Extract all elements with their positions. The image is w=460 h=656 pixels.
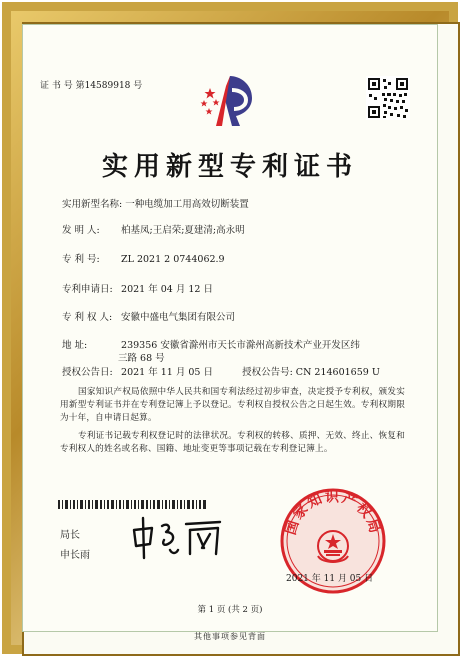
field-value: 2021 年 11 月 05 日 [121,367,213,378]
field-label: 专 利 权 人: [62,312,113,323]
grant-statement: 国家知识产权局依照中华人民共和国专利法经过初步审查，决定授予专利权，颁发实用新型专利证书并在专利登记簿上予以登记。专利权自授权公告之日起生效。专利权期限为十年，自申请日起算。 [60,387,405,423]
field-label: 授权公告日: [62,367,113,378]
field-label: 专利申请日: [62,284,113,295]
field-value: 三路 68 号 [118,353,165,364]
field-value: 一种电缆加工用高效切断装置 [125,199,249,210]
barcode-icon [58,500,208,509]
field-application-date [62,283,213,296]
field-inventors [62,224,245,237]
field-label: 专 利 号: [62,254,100,265]
field-label: 地 址: [62,340,88,351]
director-name: 申长雨 [60,550,90,561]
field-address-line2 [118,352,165,365]
field-address [62,339,360,352]
director-title: 局长 [60,530,80,541]
legal-status-note: 专利证书记载专利权登记时的法律状况。专利权的转移、质押、无效、终止、恢复和专利权人的姓名或名称、国籍、地址变更等事项记载在专利登记簿上。 [60,431,405,454]
field-patentee [62,311,235,324]
seal-text: 国家知识产权局 [282,489,384,537]
field-label: 授权公告号: [242,367,293,378]
handwritten-signature [128,514,228,560]
certificate-number: 证 书 号 第14589918 号 [40,81,143,91]
field-value: CN 214601659 U [295,367,380,378]
field-label: 实用新型名称: [62,199,123,210]
seal-date: 2021 年 11 月 05 日 [286,574,374,584]
qr-code-icon [366,76,410,120]
footer-note: 其他事项参见背面 [194,632,266,641]
field-value: ZL 2021 2 0744062.9 [121,254,225,265]
field-value: 2021 年 04 月 12 日 [121,284,213,295]
field-label: 发 明 人: [62,225,100,236]
field-value: 柏基凤;王启荣;夏建清;高永明 [121,225,245,236]
field-value: 安徽中盛电气集团有限公司 [121,312,236,323]
field-utility-model-name [62,198,249,211]
field-grant-date [62,366,380,379]
cnipa-logo-icon [196,72,264,130]
page-number: 第 1 页 (共 2 页) [197,605,263,615]
field-value: 239356 安徽省滁州市天长市滁州高新技术产业开发区纬 [121,340,360,351]
field-patent-number [62,253,225,266]
certificate-title: 实用新型专利证书 [101,152,358,182]
